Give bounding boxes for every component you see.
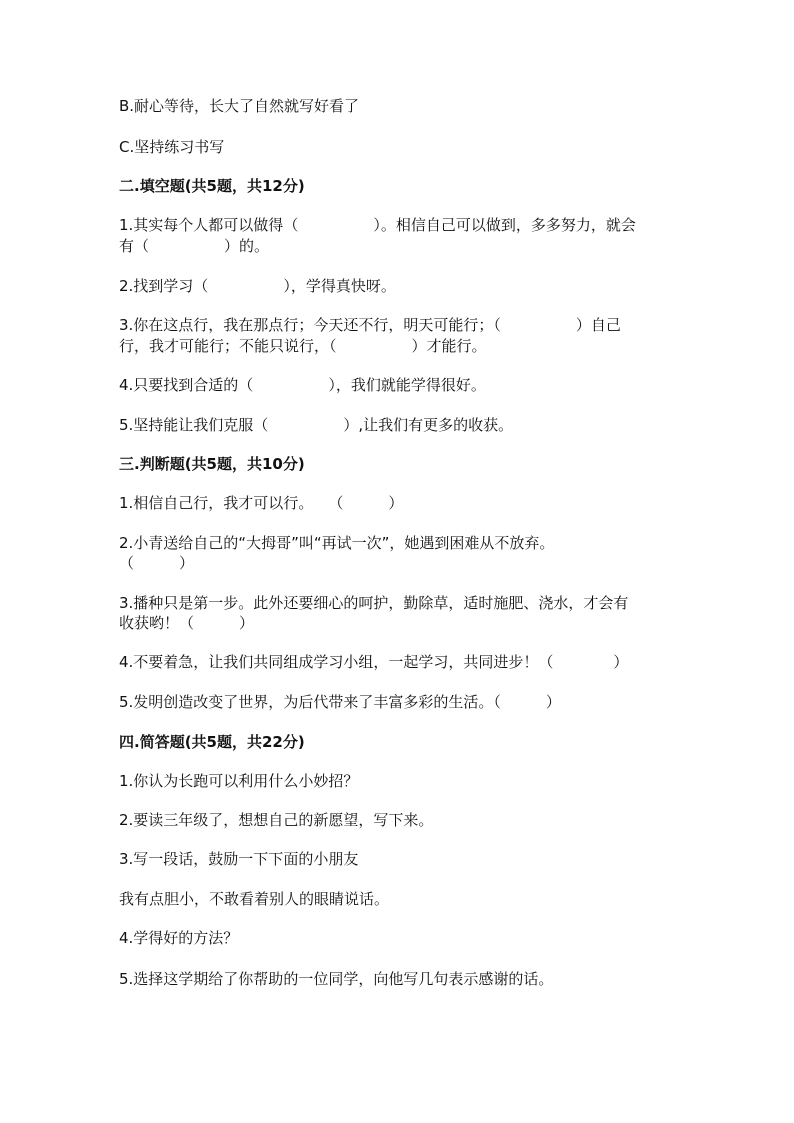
option-b: B.耐心等待，长大了自然就写好看了	[119, 97, 360, 115]
true-false-question-5: 5.发明创造改变了世界，为后代带来了丰富多彩的生活。（ ）	[119, 693, 561, 711]
short-answer-question-3-prompt: 我有点胆小，不敢看着别人的眼睛说话。	[119, 890, 390, 908]
fill-blank-question-1-line-1: 1.其实每个人都可以做得（ ）。相信自己可以做到，多多努力，就会	[119, 216, 636, 234]
short-answer-question-1: 1.你认为长跑可以利用什么小妙招？	[119, 772, 359, 790]
fill-blank-question-3-line-2: 行，我才可能行；不能只说行，（ ）才能行。	[119, 337, 487, 355]
true-false-question-3-line-2: 收获哟！（ ）	[119, 614, 255, 632]
short-answer-question-2: 2.要读三年级了，想想自己的新愿望，写下来。	[119, 811, 434, 829]
short-answer-question-5: 5.选择这学期给了你帮助的一位同学，向他写几句表示感谢的话。	[119, 970, 554, 988]
fill-blank-question-2: 2.找到学习（ ），学得真快呀。	[119, 277, 396, 295]
short-answer-question-4: 4.学得好的方法？	[119, 929, 239, 947]
section-heading-fill-blank: 二.填空题(共5题，共12分)	[119, 177, 305, 195]
true-false-question-3-line-1: 3.播种只是第一步。此外还要细心的呵护，勤除草，适时施肥、浇水，才会有	[119, 594, 629, 612]
true-false-question-2-line-2: （ ）	[119, 554, 195, 572]
true-false-question-4: 4.不要着急，让我们共同组成学习小组，一起学习，共同进步！（ ）	[119, 653, 629, 671]
fill-blank-question-1-line-2: 有（ ）的。	[119, 237, 270, 255]
short-answer-question-3: 3.写一段话，鼓励一下下面的小朋友	[119, 850, 359, 868]
section-heading-short-answer: 四.简答题(共5题，共22分)	[119, 733, 305, 751]
option-c: C.坚持练习书写	[119, 138, 225, 156]
true-false-question-2-line-1: 2.小青送给自己的“大拇哥”叫“再试一次”，她遇到困难从不放弃。	[119, 534, 555, 552]
fill-blank-question-4: 4.只要找到合适的（ ），我们就能学得很好。	[119, 376, 486, 394]
fill-blank-question-3-line-1: 3.你在这点行，我在那点行；今天还不行，明天可能行；（ ）自己	[119, 316, 621, 334]
section-heading-true-false: 三.判断题(共5题，共10分)	[119, 455, 305, 473]
fill-blank-question-5: 5.坚持能让我们克服（ ）,让我们有更多的收获。	[119, 416, 514, 434]
true-false-question-1: 1.相信自己行，我才可以行。 （ ）	[119, 494, 404, 512]
